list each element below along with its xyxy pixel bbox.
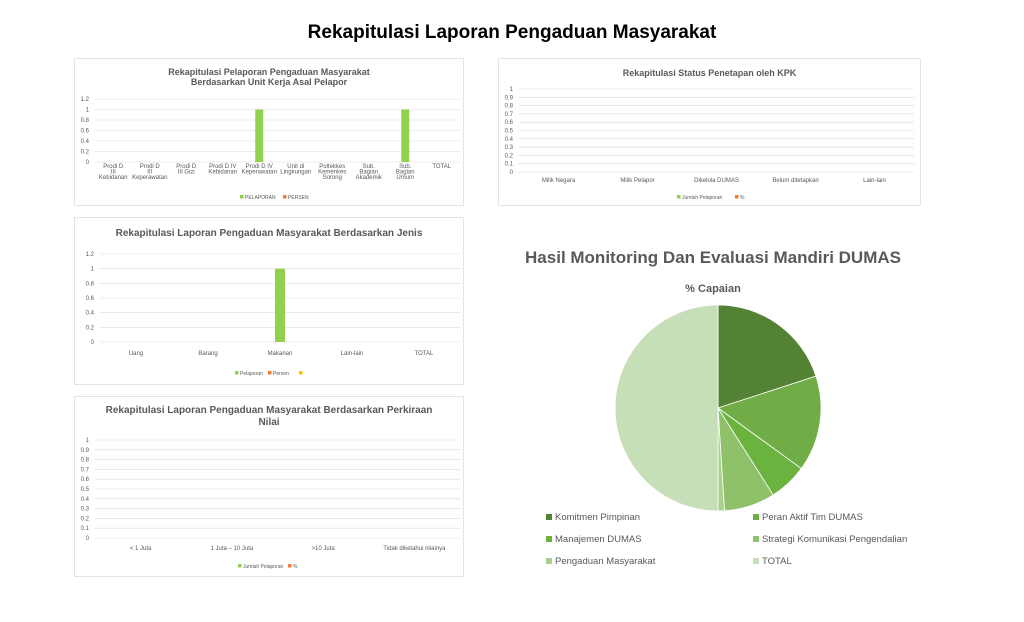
y-tick-label: 1 bbox=[85, 438, 89, 444]
y-tick-label: 0.8 bbox=[80, 457, 89, 464]
x-category-label: >10 Juta bbox=[311, 546, 335, 552]
legend-label: Peran Aktif Tim DUMAS bbox=[762, 512, 863, 523]
y-tick-label: 0.1 bbox=[504, 161, 513, 168]
y-tick-label: 0.3 bbox=[80, 506, 89, 513]
pie-slice bbox=[615, 305, 718, 511]
legend-swatch bbox=[546, 514, 552, 520]
legend-label: PERSEN bbox=[288, 195, 309, 201]
pie-legend-item bbox=[753, 512, 863, 523]
y-tick-label: 0 bbox=[90, 340, 94, 346]
x-category-label: Bagian bbox=[395, 169, 415, 176]
y-tick-label: 0.6 bbox=[504, 120, 513, 127]
x-category-label: Umum bbox=[396, 175, 415, 181]
x-category-label: Makanan bbox=[267, 351, 293, 357]
x-category-label: Dikelola DUMAS bbox=[694, 178, 739, 184]
y-tick-label: 0 bbox=[509, 170, 513, 176]
x-category-label: Prodi D IV bbox=[245, 164, 273, 170]
y-tick-label: 1.2 bbox=[85, 252, 94, 258]
y-tick-label: 0.2 bbox=[504, 153, 513, 160]
x-category-label: III Gizi bbox=[177, 169, 195, 176]
y-tick-label: 0.6 bbox=[80, 128, 89, 135]
pie-chart-subtitle: % Capaian bbox=[685, 283, 741, 295]
y-tick-label: 0.8 bbox=[85, 281, 94, 288]
y-tick-label: 0.8 bbox=[80, 118, 89, 124]
y-tick-label: 1.2 bbox=[80, 97, 89, 103]
x-category-label: Kebidanan bbox=[208, 169, 238, 176]
x-category-label: Prodi D bbox=[176, 164, 197, 170]
y-tick-label: 0.4 bbox=[80, 139, 89, 145]
y-tick-label: 1 bbox=[509, 87, 513, 93]
legend-swatch bbox=[546, 536, 552, 542]
y-tick-label: 0.1 bbox=[80, 526, 89, 533]
y-tick-label: 1 bbox=[85, 107, 89, 114]
legend-label: Manajemen DUMAS bbox=[555, 534, 642, 545]
page-title: Rekapitulasi Laporan Pengaduan Masyarakat bbox=[307, 22, 717, 43]
legend-label: Jumlah Pelaporan bbox=[243, 564, 284, 570]
x-category-label: Milik Negara bbox=[541, 178, 576, 184]
x-category-label: TOTAL bbox=[414, 351, 434, 357]
y-tick-label: 0 bbox=[85, 160, 89, 166]
legend-label: Strategi Komunikasi Pengendalian bbox=[762, 534, 908, 545]
pie-legend-item bbox=[753, 534, 907, 545]
legend-swatch bbox=[753, 558, 759, 564]
chart-title: Rekapitulasi Laporan Pengaduan Masyarakat Berdasarkan Perkiraan Nilai bbox=[105, 405, 433, 428]
y-tick-label: 0.8 bbox=[504, 103, 513, 110]
pie-chart-title: Hasil Monitoring Dan Evaluasi Mandiri DUMAS bbox=[525, 248, 901, 267]
x-category-label: Prodi D bbox=[103, 164, 124, 170]
chart-title: Rekapitulasi Laporan Pengaduan Masyarakat Berdasarkan Jenis bbox=[115, 228, 423, 239]
x-category-label: Tidak diketahui nilainya bbox=[383, 546, 446, 552]
y-tick-label: 0.4 bbox=[504, 136, 513, 143]
y-tick-label: 1 bbox=[90, 266, 94, 273]
x-category-label: Milik Pelapor bbox=[620, 178, 655, 184]
y-tick-label: 0 bbox=[85, 536, 89, 542]
pie-legend-item bbox=[546, 556, 655, 567]
legend-label: % bbox=[293, 564, 298, 570]
chart-title: Rekapitulasi Pelaporan Pengaduan Masyarakat Berdasarkan Unit Kerja Asal Pelapor bbox=[168, 67, 370, 88]
x-category-label: Unit di bbox=[287, 164, 305, 170]
y-tick-label: 0.2 bbox=[80, 516, 89, 523]
x-category-label: Sub. bbox=[362, 164, 375, 170]
x-category-label: TOTAL bbox=[432, 164, 452, 170]
x-category-label: Poltekkes bbox=[319, 164, 346, 170]
y-tick-label: 0.4 bbox=[80, 496, 89, 503]
y-tick-label: 0.7 bbox=[504, 111, 513, 118]
x-category-label: Sub. bbox=[399, 164, 412, 170]
legend-label: Persen bbox=[273, 371, 289, 377]
x-category-label: Akademik bbox=[355, 175, 382, 181]
pie-legend-item bbox=[546, 534, 642, 545]
x-category-label: Sorong bbox=[322, 175, 342, 181]
x-category-label: Prodi D IV bbox=[209, 164, 237, 170]
x-category-label: III bbox=[110, 169, 116, 176]
legend-swatch bbox=[546, 558, 552, 564]
y-tick-label: 0.5 bbox=[80, 487, 89, 493]
x-category-label: Belum ditetapkan bbox=[772, 178, 819, 184]
pie-legend-item bbox=[753, 556, 792, 567]
x-category-label: Kebidanan bbox=[98, 175, 128, 181]
x-category-label: 1 Juta – 10 Juta bbox=[210, 546, 254, 552]
x-category-label: < 1 Juta bbox=[129, 546, 152, 552]
y-tick-label: 0.3 bbox=[504, 145, 513, 152]
y-tick-label: 0.9 bbox=[504, 95, 513, 102]
y-tick-label: 0.6 bbox=[80, 477, 89, 484]
x-category-label: Lingkungan bbox=[280, 169, 312, 176]
legend-label: Pengaduan Masyarakat bbox=[555, 556, 656, 567]
y-tick-label: 0.2 bbox=[85, 325, 94, 332]
y-tick-label: 0.9 bbox=[80, 447, 89, 454]
legend-label: TOTAL bbox=[762, 556, 792, 567]
y-tick-label: 0.5 bbox=[504, 128, 513, 135]
legend-label: Komitmen Pimpinan bbox=[555, 512, 641, 523]
chart-title: Rekapitulasi Status Penetapan oleh KPK bbox=[622, 68, 797, 78]
y-tick-label: 0.2 bbox=[80, 149, 89, 156]
x-category-label: Bagian bbox=[359, 169, 379, 176]
x-category-label: Barang bbox=[198, 351, 218, 357]
y-tick-label: 0.7 bbox=[80, 467, 89, 474]
x-category-label: Kemenkes bbox=[318, 169, 347, 176]
x-category-label: Keperawatan bbox=[241, 169, 277, 176]
x-category-label: Keperawatan bbox=[132, 175, 168, 181]
x-category-label: Lain-lain bbox=[340, 351, 364, 357]
x-category-label: Uang bbox=[128, 351, 144, 357]
legend-label: Jumlah Pelaporan bbox=[682, 195, 723, 201]
legend-swatch bbox=[753, 536, 759, 542]
x-category-label: Prodi D bbox=[139, 164, 160, 170]
legend-swatch bbox=[753, 514, 759, 520]
x-category-label: III bbox=[147, 169, 153, 176]
legend-label: PELAPORAN bbox=[245, 195, 276, 201]
y-tick-label: 0.4 bbox=[85, 310, 94, 317]
pie-legend-item bbox=[546, 512, 640, 523]
legend-label: % bbox=[740, 195, 745, 201]
y-tick-label: 0.6 bbox=[85, 296, 94, 302]
x-category-label: Lain-lain bbox=[863, 178, 886, 184]
legend-label: Pelaporan bbox=[240, 371, 263, 377]
